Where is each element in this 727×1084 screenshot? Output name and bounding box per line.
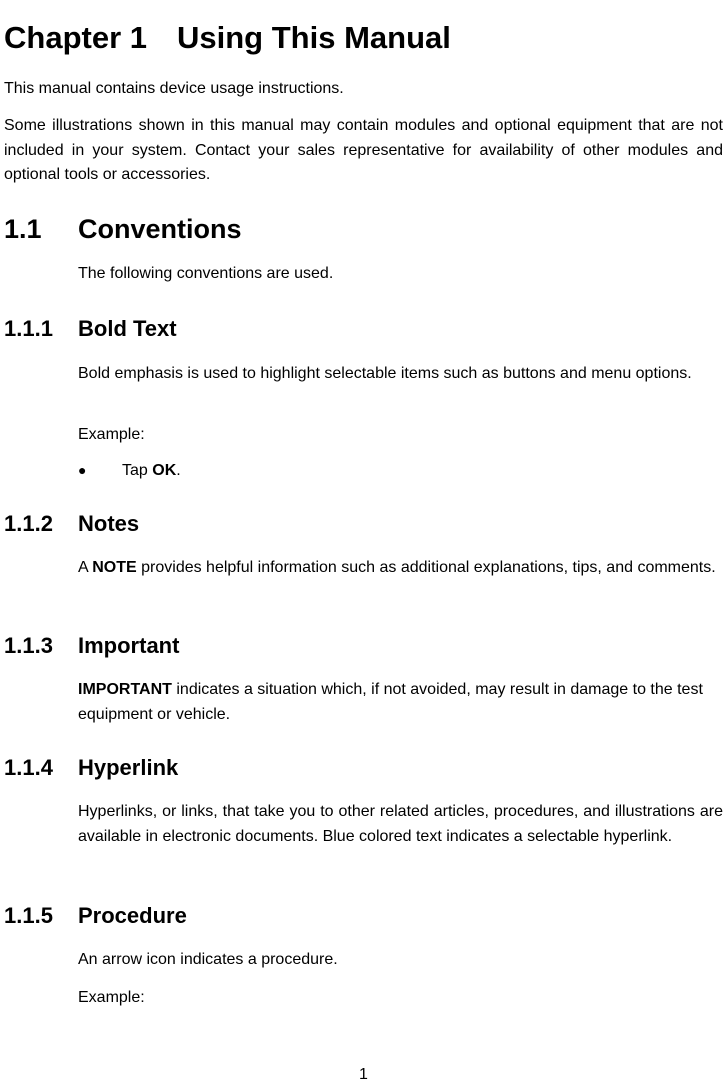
important-bold: IMPORTANT bbox=[78, 681, 172, 698]
section-heading-conventions bbox=[4, 214, 242, 245]
subsection-heading-procedure bbox=[4, 903, 187, 929]
subsection-title: Important bbox=[78, 633, 180, 658]
subsection-heading-important bbox=[4, 633, 179, 659]
intro-paragraph-2: Some illustrations shown in this manual may contain modules and optional equipment that are not included in your system. Contact your sales representative for availability of other modules and optional tools or accessories. bbox=[4, 117, 723, 183]
chapter-number: Chapter 1 bbox=[4, 20, 147, 55]
subsection-title: Bold Text bbox=[78, 316, 177, 341]
subsection-heading-hyperlink bbox=[4, 755, 178, 781]
notes-bold: NOTE bbox=[92, 559, 137, 576]
subsection-number: 1.1.5 bbox=[4, 903, 53, 928]
notes-description bbox=[78, 556, 723, 581]
bullet-icon: ● bbox=[78, 462, 87, 478]
conventions-intro: The following conventions are used. bbox=[78, 265, 334, 282]
subsection-heading-notes bbox=[4, 511, 139, 537]
subsection-number: 1.1.1 bbox=[4, 316, 53, 341]
subsection-heading-bold-text bbox=[4, 316, 177, 342]
page-number: 1 bbox=[359, 1066, 368, 1083]
bullet-suffix: . bbox=[176, 462, 181, 479]
subsection-title: Notes bbox=[78, 511, 140, 536]
procedure-example-label: Example: bbox=[78, 989, 145, 1006]
bold-text-example-label: Example: bbox=[78, 426, 145, 443]
bullet-prefix: Tap bbox=[122, 462, 153, 479]
subsection-number: 1.1.2 bbox=[4, 511, 53, 536]
section-number: 1.1 bbox=[4, 214, 42, 244]
chapter-heading bbox=[4, 20, 451, 56]
procedure-description: An arrow icon indicates a procedure. bbox=[78, 951, 338, 968]
bold-text-example-bullet bbox=[78, 458, 181, 484]
subsection-number: 1.1.3 bbox=[4, 633, 53, 658]
bold-text-description: Bold emphasis is used to highlight selectable items such as buttons and menu options. bbox=[78, 365, 692, 382]
subsection-title: Hyperlink bbox=[78, 755, 179, 780]
notes-lead: A bbox=[78, 559, 93, 576]
hyperlink-description: Hyperlinks, or links, that take you to other related articles, procedures, and illustrations are available in electronic documents. Blue colored text indicates a selectable hyperlink. bbox=[78, 803, 723, 845]
chapter-title: Using This Manual bbox=[177, 20, 451, 55]
bullet-bold-ok: OK bbox=[152, 462, 177, 479]
subsection-title: Procedure bbox=[78, 903, 187, 928]
intro-paragraph-1: This manual contains device usage instructions. bbox=[4, 80, 344, 97]
important-description bbox=[78, 678, 723, 727]
notes-text: provides helpful information such as additional explanations, tips, and comments. bbox=[136, 559, 716, 576]
important-text: indicates a situation which, if not avoided, may result in damage to the test equipment or vehicle. bbox=[78, 681, 703, 723]
section-title: Conventions bbox=[78, 214, 242, 244]
subsection-number: 1.1.4 bbox=[4, 755, 53, 780]
